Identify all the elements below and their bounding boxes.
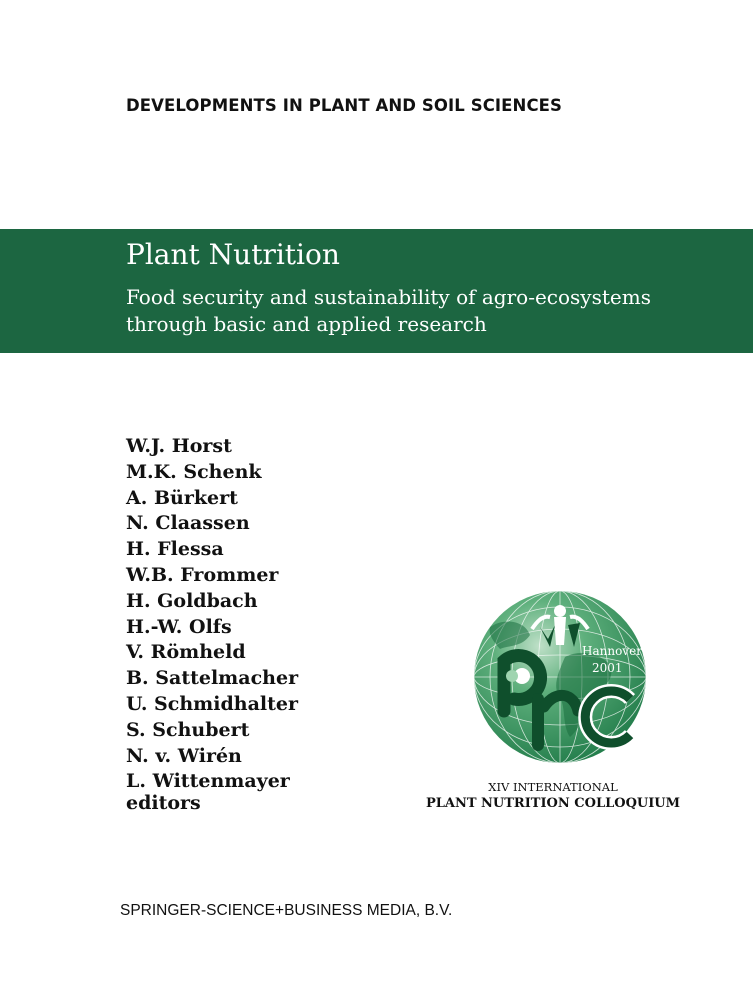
editor-name: A. Bürkert <box>126 486 238 509</box>
editor-list <box>126 434 298 795</box>
colloquium-line1: XIV INTERNATIONAL <box>488 780 618 794</box>
subtitle-line: Food security and sustainability of agro-ecosystems <box>126 285 651 309</box>
editor-name: H. Goldbach <box>126 589 258 612</box>
editor-name: N. Claassen <box>126 512 250 535</box>
editor-name: H. Flessa <box>126 538 224 561</box>
editor-name: V. Römheld <box>126 641 246 664</box>
editor-name: W.B. Frommer <box>126 563 279 586</box>
editor-name: H.-W. Olfs <box>126 615 232 638</box>
editor-name: B. Sattelmacher <box>126 667 299 690</box>
logo-year: 2001 <box>592 661 623 675</box>
book-title: Plant Nutrition <box>126 238 340 271</box>
editor-name: W.J. Horst <box>126 435 232 457</box>
editor-name: M.K. Schenk <box>126 460 262 483</box>
colloquium-globe-logo <box>470 587 650 767</box>
series-title: DEVELOPMENTS IN PLANT AND SOIL SCIENCES <box>126 96 563 115</box>
logo-city: Hannover <box>582 644 642 658</box>
editor-name: S. Schubert <box>126 718 250 741</box>
colloquium-line2: PLANT NUTRITION COLLOQUIUM <box>425 796 681 811</box>
subtitle-line: through basic and applied research <box>126 312 487 336</box>
editors-label: editors <box>126 792 201 814</box>
editor-name: L. Wittenmayer <box>126 770 290 793</box>
editor-name: U. Schmidhalter <box>126 692 298 715</box>
publisher: SPRINGER-SCIENCE+BUSINESS MEDIA, B.V. <box>120 902 453 919</box>
book-subtitle <box>126 284 651 338</box>
editor-name: N. v. Wirén <box>126 744 242 767</box>
